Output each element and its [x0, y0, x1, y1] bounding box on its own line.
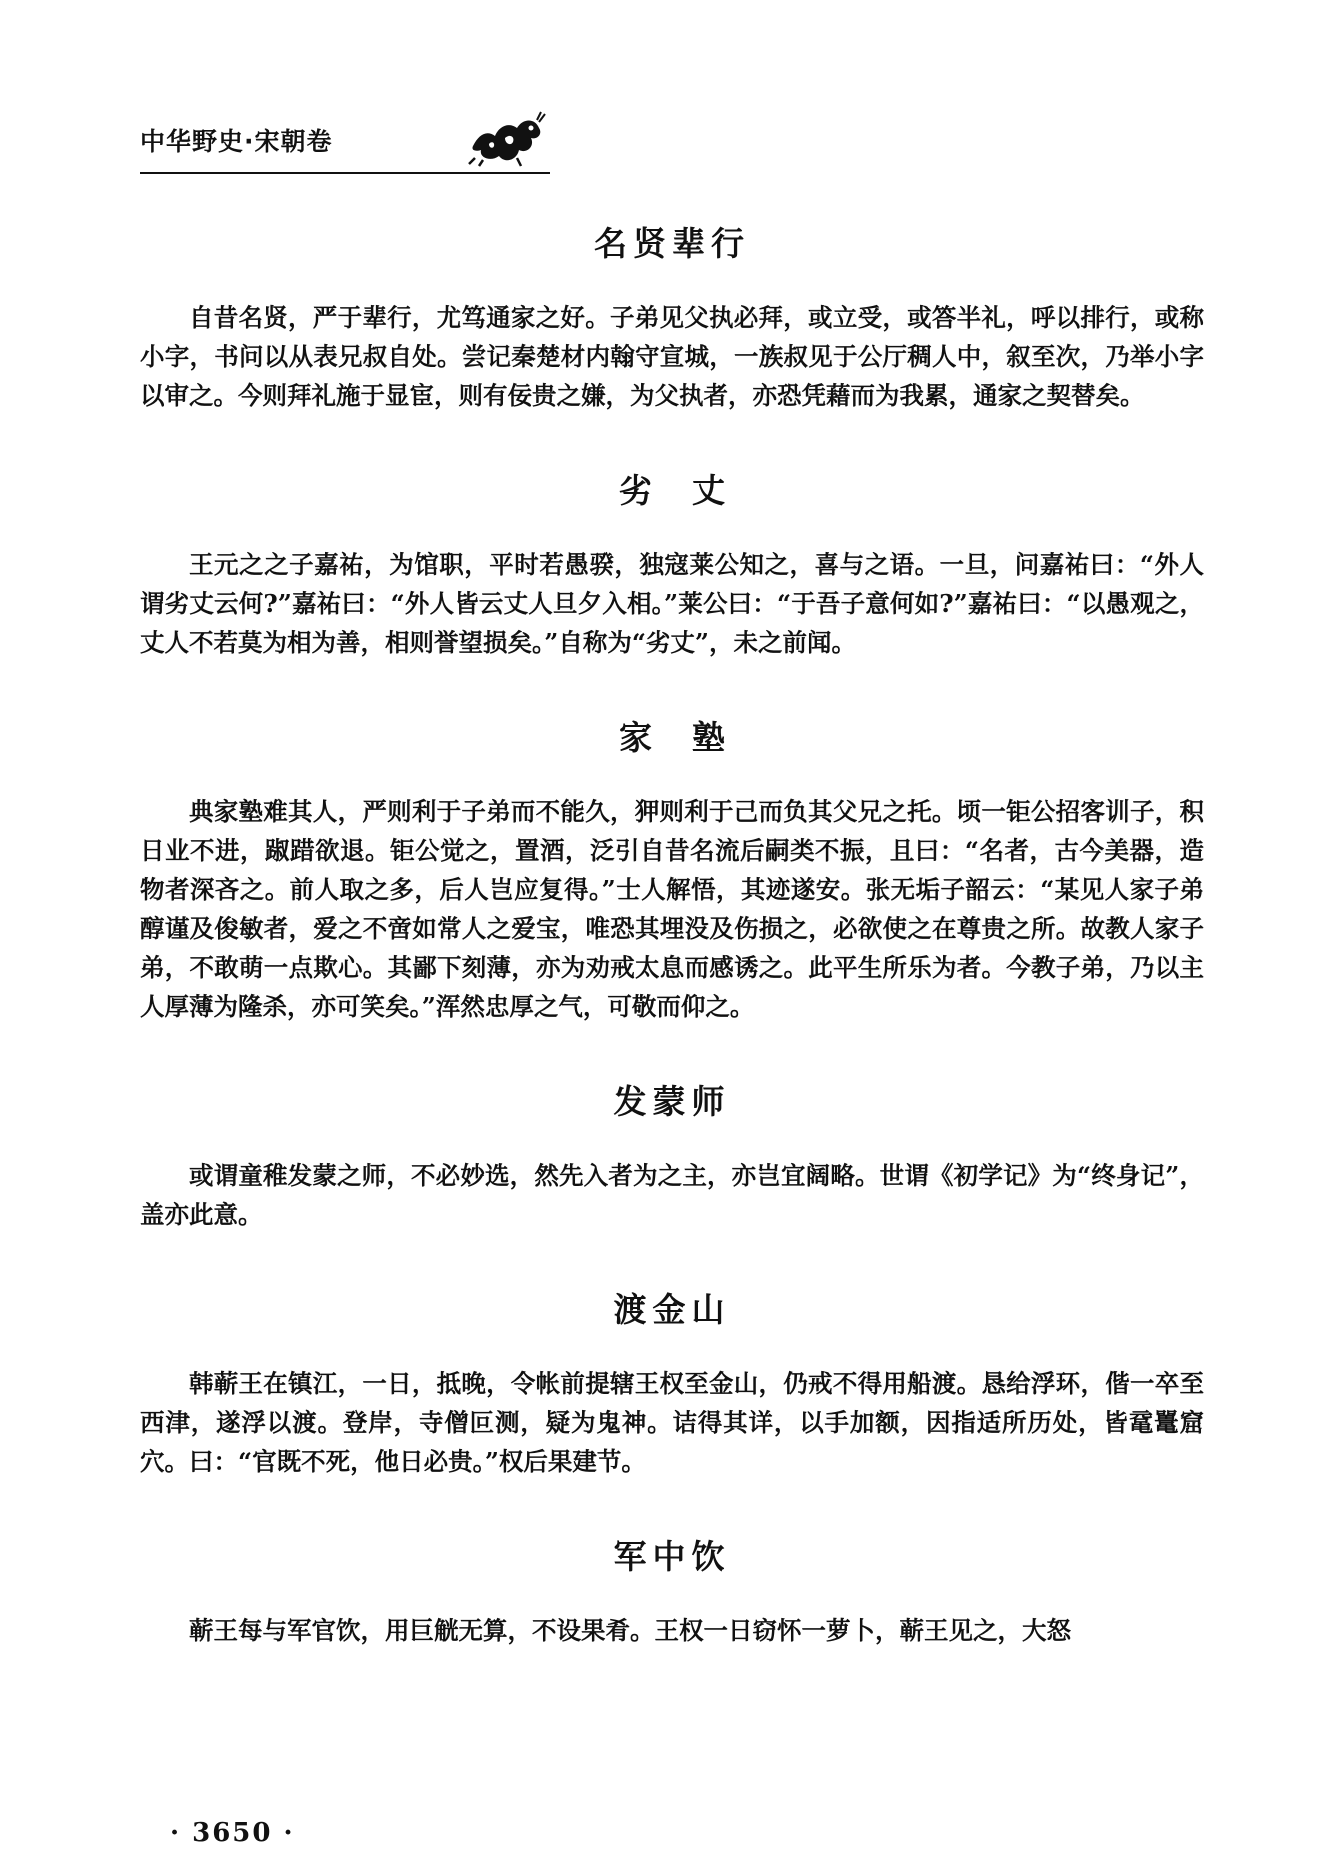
section-title: 名贤辈行 [594, 224, 750, 263]
section-paragraph: 王元之之子嘉祐，为馆职，平时若愚骙，独寇莱公知之，喜与之语。一旦，问嘉祐曰：“外人谓劣丈云何?”嘉祐曰：“外人皆云丈人旦夕入相。”莱公曰：“于吾子意何如?”嘉祐曰：“以愚观之，丈人不若莫为相为善，相则誉望损矣。”自称为“劣丈”，未之前闻。 [140, 550, 1204, 657]
section-title: 家塾 [619, 718, 765, 757]
main-text [140, 218, 1204, 1700]
page-number: · 3650 · [170, 1818, 295, 1848]
section-paragraph: 自昔名贤，严于辈行，尤笃通家之好。子弟见父执必拜，或立受，或答半礼，呼以排行，或称小字，书问以从表兄叔自处。尝记秦楚材内翰守宣城，一族叔见于公厅稠人中，叙至次，乃举小字以审之。今则拜礼施于显宦，则有佞贵之嫌，为父执者，亦恐凭藉而为我累，通家之契替矣。 [140, 303, 1204, 410]
section-title: 军中饮 [613, 1537, 731, 1576]
section-paragraph: 蕲王每与军官饮，用巨觥无算，不设果肴。王权一日窃怀一萝卜，蕲王见之，大怒 [189, 1616, 1071, 1645]
section-title: 劣丈 [619, 471, 765, 510]
section-paragraph: 典家塾难其人，严则利于子弟而不能久，狎则利于己而负其父兄之托。顷一钜公招客训子，积日业不进，踧踖欲退。钜公觉之，置酒，泛引自昔名流后嗣类不振，且曰：“名者，古今美器，造物者深吝之。前人取之多，后人岂应复得。”士人解悟，其迹遂安。张无垢子韶云：“某见人家子弟醇谨及俊敏者，爱之不啻如常人之爱宝，唯恐其埋没及伤损之，必欲使之在尊贵之所。故教人家子弟，不敢萌一点欺心。其鄙下刻薄，亦为劝戒太息而感诱之。此平生所乐为者。今教子弟，乃以主人厚薄为隆杀，亦可笑矣。”浑然忠厚之气，可敬而仰之。 [140, 797, 1204, 1021]
dragon-emblem-icon [465, 108, 549, 168]
section-title: 渡金山 [613, 1290, 731, 1329]
section-paragraph: 韩蕲王在镇江，一日，抵晚，令帐前提辖王权至金山，仍戒不得用船渡。恳给浮环，偕一卒至西津，遂浮以渡。登岸，寺僧叵测，疑为鬼神。诘得其详，以手加额，因指适所历处，皆鼋鼍窟穴。曰：“官既不死，他日必贵。”权后果建节。 [140, 1369, 1204, 1476]
section-title: 发蒙师 [613, 1082, 731, 1121]
section-paragraph: 或谓童稚发蒙之师，不必妙选，然先入者为之主，亦岂宜阔略。世谓《初学记》为“终身记”，盖亦此意。 [140, 1161, 1204, 1229]
running-title: 中华野史·宋朝卷 [140, 127, 333, 156]
running-header [140, 108, 550, 174]
